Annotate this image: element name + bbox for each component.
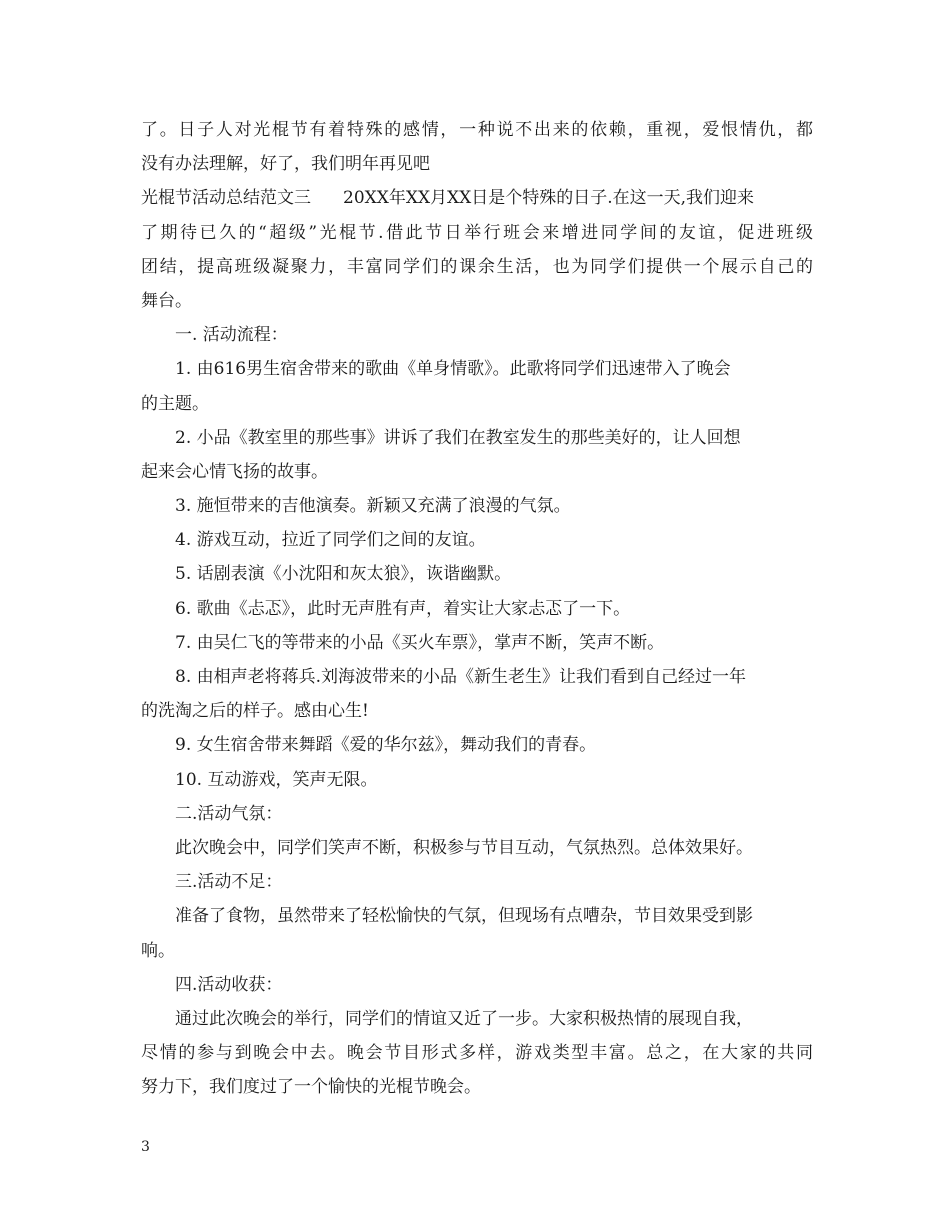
list-item-continuation: 的洗淘之后的样子。感由心生! — [141, 701, 369, 722]
paragraph-line: 通过此次晚会的举行，同学们的情谊又近了一步。大家积极热情的展现自我， — [175, 1008, 753, 1029]
list-item: 8. 由相声老将蒋兵.刘海波带来的小品《新生老生》让我们看到自己经过一年 — [175, 667, 747, 687]
list-item: 7. 由吴仁飞的等带来的小品《买火车票》，掌声不断，笑声不断。 — [175, 632, 665, 653]
paragraph-line: 舞台。 — [141, 290, 192, 311]
paragraph-line: 了期待已久的“超级”光棍节.借此节日举行班会来增进同学间的友谊，促进班级 — [141, 222, 813, 243]
section-heading: 三.活动不足： — [175, 872, 283, 893]
section-heading-line — [141, 181, 813, 215]
paragraph-text: 20XX年XX月XX日是个特殊的日子.在这一天,我们迎来 — [343, 188, 755, 209]
paragraph-line: 了。日子人对光棍节有着特殊的感情，一种说不出来的依赖，重视，爱恨情仇，都 — [141, 120, 813, 140]
section-heading: 二.活动气氛： — [175, 803, 283, 824]
list-item: 10. 互动游戏，笑声无限。 — [175, 769, 378, 790]
section-title: 光棍节活动总结范文三 — [141, 188, 311, 209]
paragraph-line: 努力下，我们度过了一个愉快的光棍节晚会。 — [141, 1077, 481, 1098]
list-item: 4. 游戏互动，拉近了同学们之间的友谊。 — [175, 530, 486, 551]
list-item: 3. 施恒带来的吉他演奏。新颖又充满了浪漫的气氛。 — [175, 496, 571, 517]
list-item: 2. 小品《教室里的那些事》讲诉了我们在教室发生的那些美好的，让人回想 — [175, 427, 741, 448]
document-body — [141, 113, 813, 1104]
paragraph-line: 准备了食物，虽然带来了轻松愉快的气氛，但现场有点嘈杂，节目效果受到影 — [175, 906, 753, 927]
section-heading: 一. 活动流程： — [175, 325, 288, 346]
page-number: 3 — [141, 1139, 150, 1155]
paragraph-line: 团结，提高班级凝聚力，丰富同学们的课余生活，也为同学们提供一个展示自己的 — [141, 256, 813, 277]
paragraph-line: 尽情的参与到晚会中去。晚会节目形式多样，游戏类型丰富。总之，在大家的共同 — [141, 1043, 813, 1064]
list-item: 1. 由616男生宿舍带来的歌曲《单身情歌》。此歌将同学们迅速带入了晚会 — [175, 359, 731, 380]
list-item: 9. 女生宿舍带来舞蹈《爱的华尔兹》，舞动我们的青春。 — [175, 735, 597, 756]
list-item-continuation: 的主题。 — [141, 393, 209, 414]
paragraph-line: 响。 — [141, 940, 175, 961]
section-heading: 四.活动收获： — [175, 974, 283, 995]
list-item-continuation: 起来会心情飞扬的故事。 — [141, 461, 328, 482]
list-item: 6. 歌曲《忐忑》，此时无声胜有声，着实让大家忐忑了一下。 — [175, 598, 631, 619]
list-item: 5. 话剧表演《小沈阳和灰太狼》，诙谐幽默。 — [175, 564, 512, 585]
paragraph-line: 此次晚会中，同学们笑声不断，积极参与节目互动，气氛热烈。总体效果好。 — [175, 837, 753, 858]
paragraph-line: 没有办法理解，好了，我们明年再见吧 — [141, 154, 430, 175]
